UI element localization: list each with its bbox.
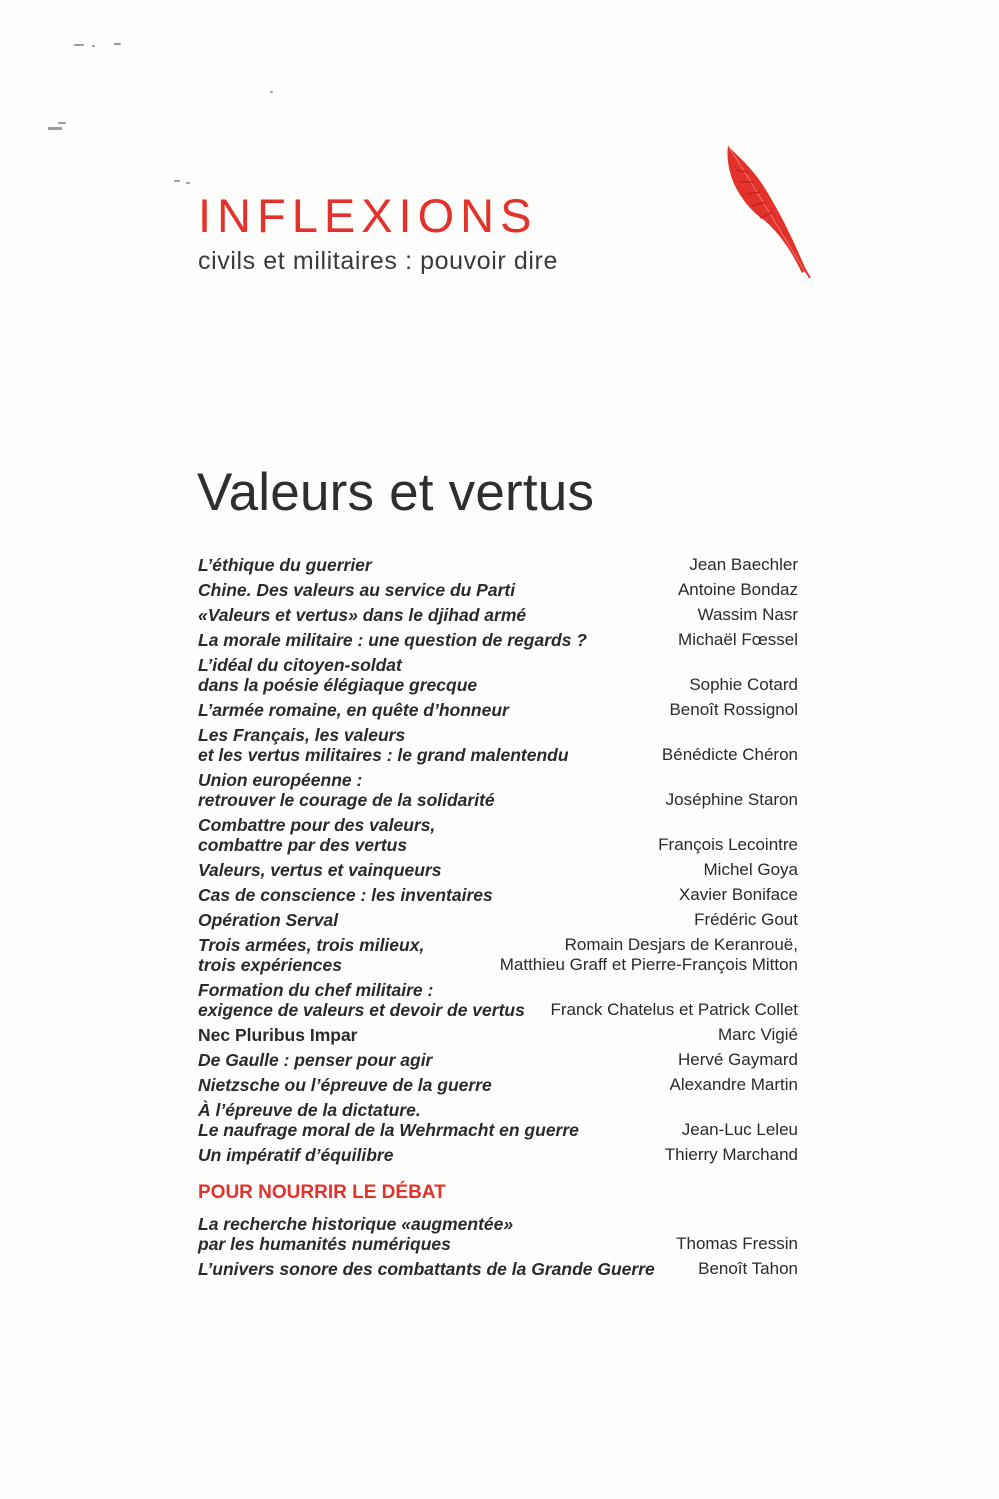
toc-entry-title: Nietzsche ou l’épreuve de la guerre xyxy=(198,1075,492,1095)
toc-entry-author: Antoine Bondaz xyxy=(677,580,798,599)
table-of-contents xyxy=(198,555,798,1284)
toc-entry-title: Nec Pluribus Impar xyxy=(198,1025,358,1045)
toc-entry-title: Un impératif d’équilibre xyxy=(198,1145,394,1165)
toc-entry-author: Jean Baechler xyxy=(689,555,798,574)
toc-entry xyxy=(198,1025,798,1045)
toc-entry-title: L’idéal du citoyen-soldat dans la poésie élégiaque grecque xyxy=(198,655,478,695)
toc-entry-author: Jean-Luc Leleu xyxy=(681,1120,798,1139)
toc-entry-title: L’armée romaine, en quête d’honneur xyxy=(198,700,509,720)
toc-entry-author: Thierry Marchand xyxy=(664,1145,798,1164)
toc-entry xyxy=(198,1145,798,1165)
toc-entry-author: Xavier Boniface xyxy=(678,885,798,904)
toc-entry-author: Romain Desjars de Keranrouë, Matthieu Graff et Pierre-François Mitton xyxy=(499,935,798,974)
toc-entry xyxy=(198,555,798,575)
toc-entry xyxy=(198,885,798,905)
toc-entry-title: L’éthique du guerrier xyxy=(198,555,372,575)
toc-entry-title: Formation du chef militaire : exigence de valeurs et devoir de vertus xyxy=(198,980,525,1020)
toc-entry xyxy=(198,605,798,625)
toc-entry xyxy=(198,655,798,695)
toc-entry xyxy=(198,935,798,975)
toc-entry-title: De Gaulle : penser pour agir xyxy=(198,1050,433,1070)
toc-entry xyxy=(198,910,798,930)
toc-entry-author: Michaël Fœssel xyxy=(678,630,798,649)
toc-entry-author: Bénédicte Chéron xyxy=(661,745,798,764)
toc-entry-author: Marc Vigié xyxy=(718,1025,798,1044)
toc-entry-title: La morale militaire : une question de regards ? xyxy=(198,630,587,650)
toc-entry xyxy=(198,1259,798,1279)
toc-entry-author: Frédéric Gout xyxy=(694,910,798,929)
toc-entry xyxy=(198,700,798,720)
toc-entry-author: François Lecointre xyxy=(658,835,798,854)
toc-entry-title: Union européenne : retrouver le courage de la solidarité xyxy=(198,770,495,810)
toc-entry xyxy=(198,770,798,810)
feather-icon xyxy=(720,140,812,280)
toc-entry-title: Trois armées, trois milieux, trois expériences xyxy=(198,935,425,975)
toc-entry-title: «Valeurs et vertus» dans le djihad armé xyxy=(198,605,527,625)
toc-entry-author: Hervé Gaymard xyxy=(678,1050,798,1069)
toc-entry-author: Joséphine Staron xyxy=(665,790,798,809)
toc-entry-title: Chine. Des valeurs au service du Parti xyxy=(198,580,516,600)
toc-entry-title: Combattre pour des valeurs, combattre par des vertus xyxy=(198,815,436,855)
masthead xyxy=(198,188,558,278)
toc-entry-author: Benoît Tahon xyxy=(698,1259,798,1278)
toc-entry-title: Opération Serval xyxy=(198,910,339,930)
toc-entry-title: À l’épreuve de la dictature. Le naufrage moral de la Wehrmacht en guerre xyxy=(198,1100,579,1140)
toc-entry xyxy=(198,815,798,855)
toc-entry xyxy=(198,860,798,880)
toc-entry xyxy=(198,1050,798,1070)
toc-entry-author: Wassim Nasr xyxy=(697,605,798,624)
toc-entry xyxy=(198,630,798,650)
brand-tagline: civils et militaires : pouvoir dire xyxy=(198,247,558,275)
toc-entry xyxy=(198,1075,798,1095)
toc-entry-author: Alexandre Martin xyxy=(669,1075,798,1094)
toc-entry-title: L’univers sonore des combattants de la Grande Guerre xyxy=(198,1259,655,1279)
toc-entry-title: La recherche historique «augmentée» par les humanités numériques xyxy=(198,1214,514,1254)
toc-entry-author: Michel Goya xyxy=(703,860,798,879)
debate-section-heading: POUR NOURRIR LE DÉBAT xyxy=(198,1182,446,1203)
toc-entry xyxy=(198,580,798,600)
toc-entry xyxy=(198,980,798,1020)
toc-entry xyxy=(198,725,798,765)
toc-entry-title: Les Français, les valeurs et les vertus militaires : le grand malentendu xyxy=(198,725,569,765)
toc-entry-title: Valeurs, vertus et vainqueurs xyxy=(198,860,442,880)
toc-entry-title: Cas de conscience : les inventaires xyxy=(198,885,493,905)
toc-entry-author: Franck Chatelus et Patrick Collet xyxy=(550,1000,798,1019)
toc-entry-author: Thomas Fressin xyxy=(676,1234,798,1253)
toc-entry xyxy=(198,1214,798,1254)
brand-name: INFLEXIONS xyxy=(198,189,538,242)
toc-entry-author: Benoît Rossignol xyxy=(669,700,798,719)
toc-entry-author: Sophie Cotard xyxy=(689,675,798,694)
issue-title: Valeurs et vertus xyxy=(197,463,595,522)
toc-entry xyxy=(198,1100,798,1140)
